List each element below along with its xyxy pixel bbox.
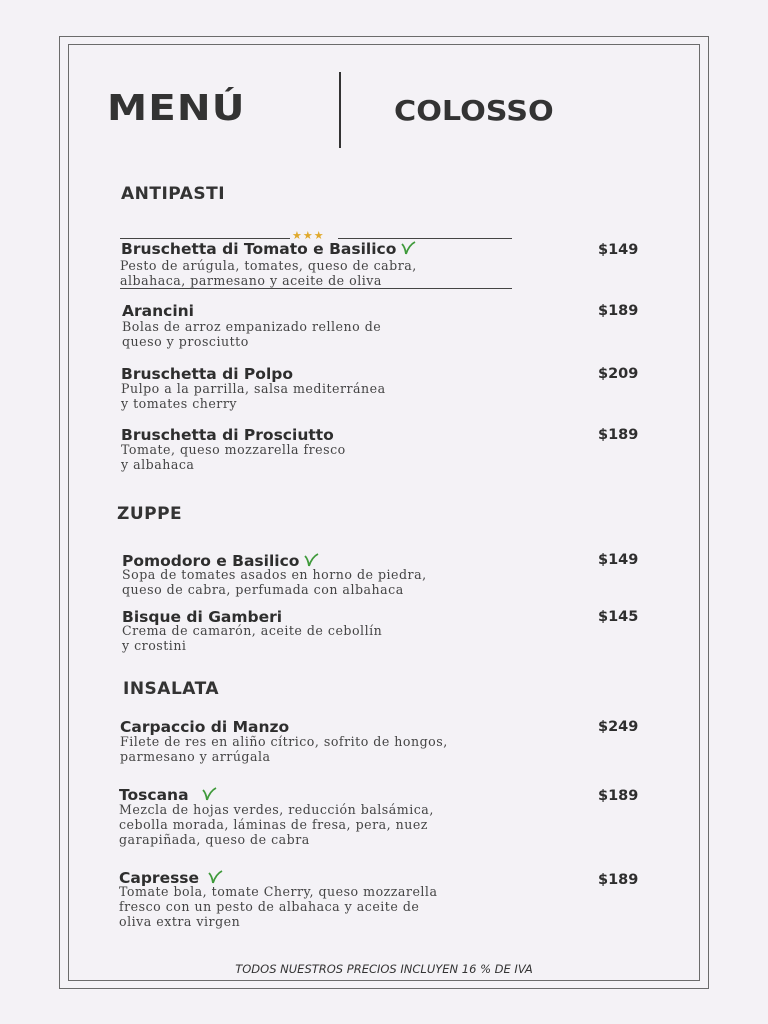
menu-item-name: Bruschetta di Polpo	[121, 365, 293, 383]
featured-top-line-left	[120, 238, 290, 239]
menu-item-price: $249	[598, 719, 639, 735]
menu-item-description: Tomate, queso mozzarella fresco y albahaca	[121, 442, 346, 472]
restaurant-name: COLOSSO	[394, 94, 554, 127]
menu-item-price: $189	[598, 788, 639, 804]
menu-item-name: Toscana	[119, 786, 217, 805]
menu-title: MENÚ	[107, 88, 246, 129]
menu-item-description: Mezcla de hojas verdes, reducción balsámica, cebolla morada, láminas de fresa, pera, nuez garapiñada, queso de cabra	[119, 802, 434, 847]
menu-item-description: Bolas de arroz empanizado relleno de queso y prosciutto	[122, 319, 382, 349]
section-zuppe: ZUPPE	[117, 504, 183, 524]
menu-item-name: Capresse	[119, 869, 223, 888]
menu-item-name: Carpaccio di Manzo	[120, 718, 290, 736]
menu-item-name: Bruschetta di Prosciutto	[121, 426, 334, 444]
menu-item-price: $189	[598, 427, 639, 443]
menu-item-price: $189	[598, 872, 639, 888]
featured-stars: ★★★	[292, 230, 325, 242]
featured-bottom-line	[120, 288, 512, 289]
menu-item-description: Pulpo a la parrilla, salsa mediterránea y tomates cherry	[121, 381, 386, 411]
menu-item-price: $209	[598, 366, 639, 382]
menu-item-description: Tomate bola, tomate Cherry, queso mozzarella fresco con un pesto de albahaca y aceite de oliva extra virgen	[119, 884, 438, 929]
menu-item-description: Pesto de arúgula, tomates, queso de cabra, albahaca, parmesano y aceite de oliva	[120, 258, 417, 288]
menu-item-price: $189	[598, 303, 639, 319]
featured-top-line-right	[338, 238, 512, 239]
menu-item-description: Crema de camarón, aceite de cebollín y crostini	[122, 623, 383, 653]
header-divider	[339, 72, 341, 148]
tax-note-footer: TODOS NUESTROS PRECIOS INCLUYEN 16 % DE IVA	[235, 962, 533, 976]
menu-item-description: Sopa de tomates asados en horno de piedra, queso de cabra, perfumada con albahaca	[122, 567, 427, 597]
menu-item-name: Bruschetta di Tomato e Basilico	[121, 240, 416, 259]
vegetarian-leaf-icon	[400, 241, 416, 259]
menu-item-price: $145	[598, 609, 639, 625]
section-antipasti: ANTIPASTI	[121, 184, 226, 204]
menu-item-name: Bisque di Gamberi	[122, 608, 283, 626]
menu-item-name: Arancini	[122, 302, 194, 320]
section-insalata: INSALATA	[123, 679, 220, 699]
menu-item-description: Filete de res en aliño cítrico, sofrito de hongos, parmesano y arrúgala	[120, 734, 448, 764]
menu-item-price: $149	[598, 552, 639, 568]
menu-item-price: $149	[598, 242, 639, 258]
menu-item-name: Pomodoro e Basilico	[122, 552, 319, 571]
